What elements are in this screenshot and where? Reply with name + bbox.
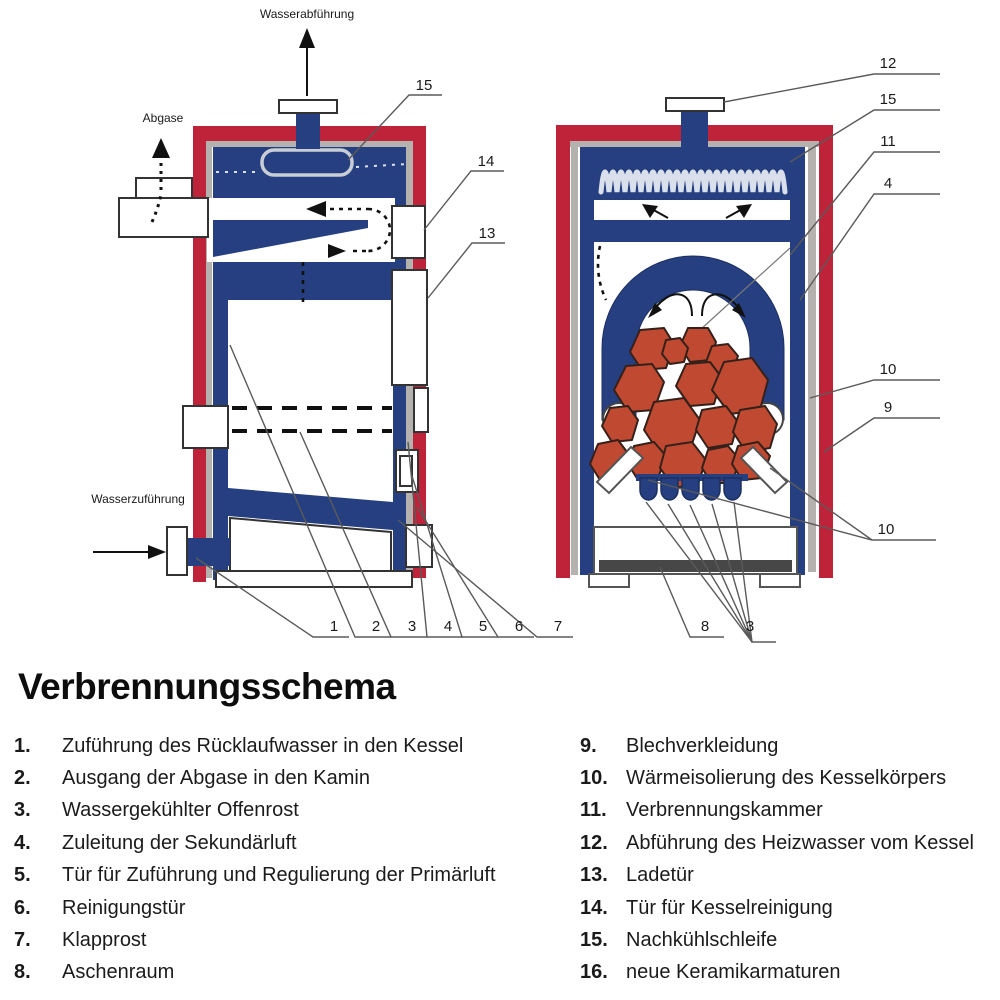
callout-13: 13 (478, 225, 496, 242)
legend-item-8: 8. Aschenraum (14, 961, 175, 984)
loading-door-13 (392, 270, 427, 385)
callout-4-right: 4 (883, 175, 893, 192)
label-wasserzufuehrung: Wasserzuführung (91, 492, 185, 506)
flue-outlet-duct (119, 198, 208, 237)
legend-item-9: 9. Blechverkleidung (580, 734, 779, 757)
legend-item-14: 14. Tür für Kesselreinigung (580, 896, 833, 919)
water-inlet-flange (167, 527, 187, 575)
grate-flange (183, 406, 228, 448)
legend-item-16: 16. neue Keramikarmaturen (580, 961, 841, 984)
legend-item-10: 10. Wärmeisolierung des Kesselkörpers (580, 767, 947, 790)
callout-14: 14 (477, 153, 495, 170)
legend-left-column (14, 730, 496, 989)
legend-item-7: 7. Klapprost (14, 929, 147, 952)
callout-5: 5 (478, 618, 488, 635)
callout-1: 1 (329, 618, 339, 635)
legend-item-6: 6. Reinigungstür (14, 896, 186, 919)
label-wasserabfuehrung: Wasserabführung (259, 7, 355, 21)
callout-12: 12 (879, 55, 897, 72)
callout-2: 2 (371, 618, 381, 635)
legend-item-15: 15. Nachkühlschleife (580, 929, 778, 952)
legend-item-13: 13. Ladetür (580, 864, 694, 887)
cleaning-door-14 (392, 206, 425, 258)
callout-7: 7 (553, 618, 563, 635)
callout-15-right: 15 (879, 91, 897, 108)
callout-10-lower: 10 (877, 521, 895, 538)
legend-item-5: 5. Tür für Zuführung und Regulierung der Primärluft (14, 864, 496, 887)
callout-6: 6 (514, 618, 524, 635)
page-title: Verbrennungsschema (18, 666, 396, 707)
legend-item-12: 12. Abführung des Heizwasser vom Kessel (580, 831, 974, 854)
callout-9: 9 (883, 399, 893, 416)
label-abgase: Abgase (142, 111, 184, 125)
callout-3: 3 (407, 618, 417, 635)
legend-item-1: 1. Zuführung des Rücklaufwasser in den Kessel (14, 734, 464, 757)
callout-11: 11 (880, 133, 896, 150)
legend-item-3: 3. Wassergekühlter Offenrost (14, 799, 299, 822)
legend-item-11: 11. Verbrennungskammer (580, 799, 823, 822)
legend-item-4: 4. Zuleitung der Sekundärluft (14, 831, 297, 854)
legend-right-column (580, 730, 974, 989)
water-cooled-grate (636, 474, 748, 500)
callout-15-left: 15 (415, 77, 433, 94)
legend-item-2: 2. Ausgang der Abgase in den Kamin (14, 767, 370, 790)
water-outlet-flange (279, 100, 337, 113)
callout-8: 8 (700, 618, 710, 635)
flue-outlet-flange (136, 178, 192, 198)
secondary-air-port (414, 388, 428, 432)
callout-3-right: 3 (745, 618, 755, 635)
callout-4: 4 (443, 618, 453, 635)
heating-water-outlet-flange (666, 98, 724, 111)
callout-10-upper: 10 (879, 361, 897, 378)
